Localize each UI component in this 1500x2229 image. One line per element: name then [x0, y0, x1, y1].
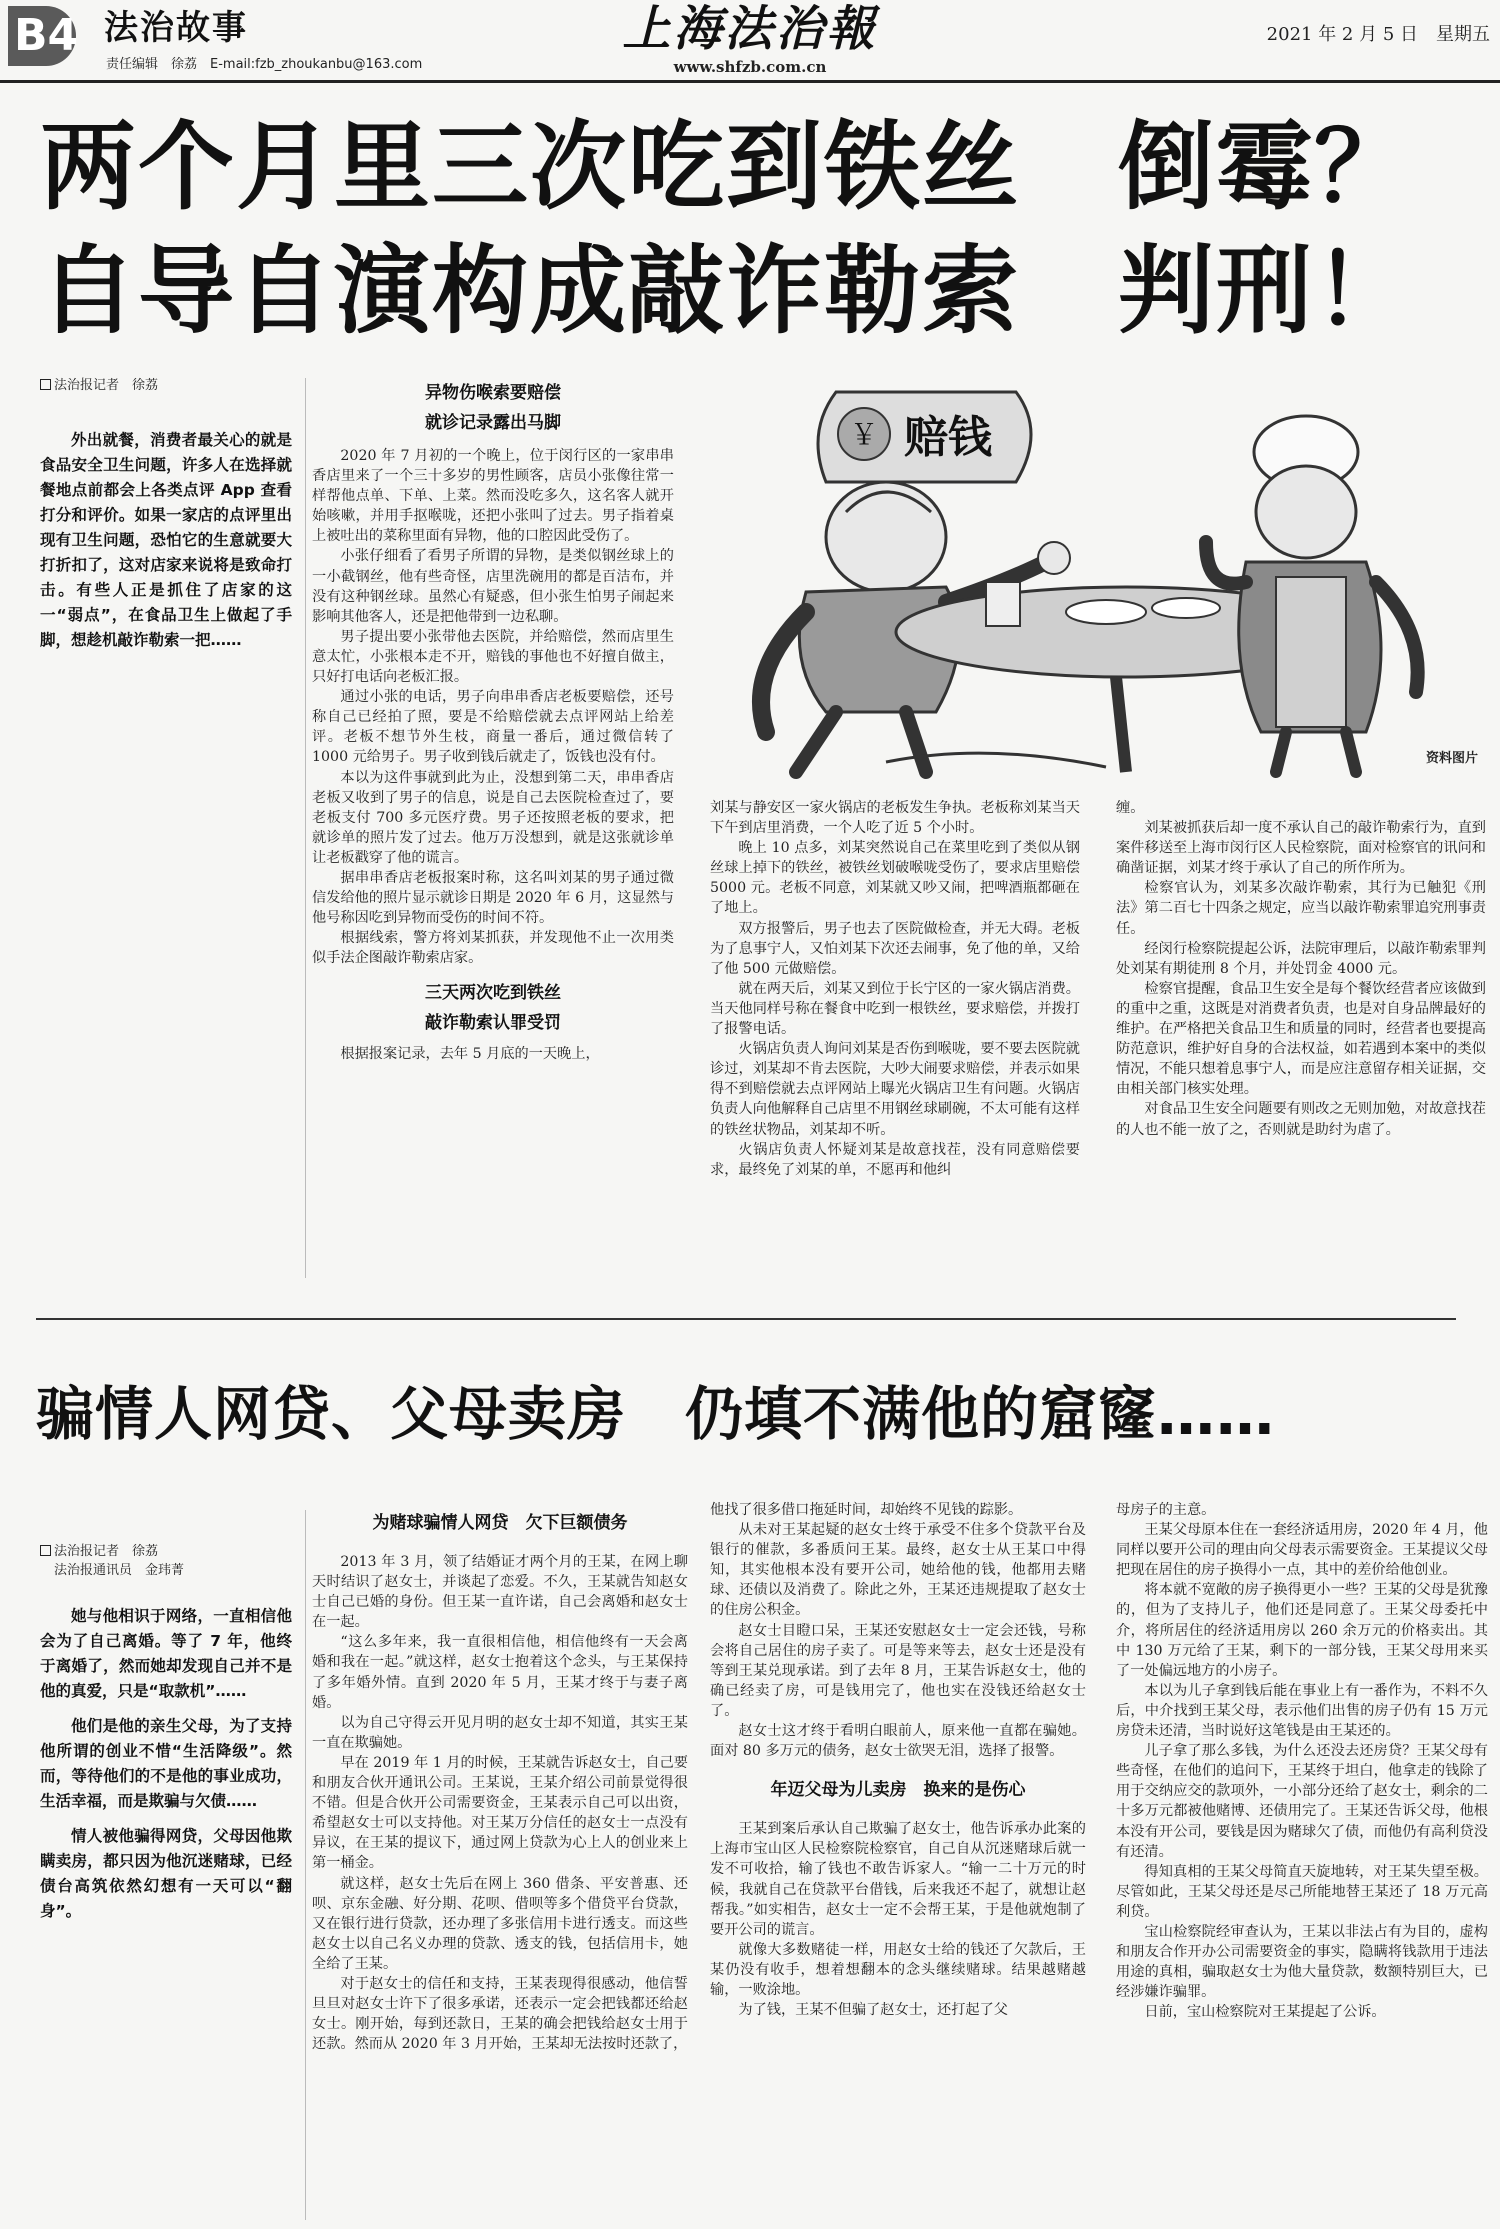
story1-col3-para: 火锅店负责人怀疑刘某是故意找茬，没有同意赔偿要求，最终免了刘某的单，不愿再和他纠 — [710, 1141, 1080, 1178]
story2-col4-para: 宝山检察院经审查认为，王某以非法占有为目的，虚构和朋友合作开办公司需要资金的事实，隐瞒将钱款用于违法用途的真相，骗取赵女士为他大量贷款，数额特别巨大，已经涉嫌诈骗罪。 — [1116, 1923, 1488, 2001]
story1-col2-para: 男子提出要小张带他去医院，并给赔偿，然而店里生意太忙，小张根本走不开，赔钱的事他也不好擅自做主，只好打电话向老板汇报。 — [312, 628, 674, 686]
story2-col3-para: 赵女士目瞪口呆，王某还安慰赵女士一定会还钱，号称会将自己居住的房子卖了。可是等来等去，赵女士还是没有等到王某兑现承诺。到了去年 8 月，王某告诉赵女士，他的确已经卖了房，可是钱用完了，他也实在没钱还给赵女士了。 — [710, 1622, 1086, 1719]
cartoon-illustration — [686, 372, 1486, 780]
story1-col4-para: 检察官认为，刘某多次敲诈勒索，其行为已触犯《刑法》第二百七十四条之规定，应当以敲诈勒索罪追究刑事责任。 — [1116, 880, 1486, 937]
story1-col2-para: 本以为这件事就到此为止，没想到第二天，串串香店老板又收到了男子的信息，说是自己去医院检查过了，要老板支付 700 多元医疗费。男子还按照老板的要求，把就诊单的照片发了过去。他万万没想到，就是这张就诊单让老板戳穿了他的谎言。 — [312, 769, 674, 866]
story1-col3-para: 火锅店负责人询问刘某是否伤到喉咙，要不要去医院就诊过，刘某却不肯去医院，大吵大闹要求赔偿，并表示如果得不到赔偿就去点评网站上曝光火锅店卫生有问题。火锅店负责人向他解释自己店里不用钢丝球刷碗，不太可能有这样的铁丝状物品，刘某却不听。 — [710, 1041, 1080, 1138]
story2-col4-para: 日前，宝山检察院对王某提起了公诉。 — [1144, 2004, 1386, 2021]
story1-col3-para: 晚上 10 点多，刘某突然说自己在菜里吃到了类似从钢丝球上掉下的铁丝，被铁丝划破喉咙受伤了，要求店里赔偿 5000 元。老板不同意，刘某就又吵又闹，把啤酒瓶都砸在了地上。 — [710, 840, 1080, 917]
story1-subhead1-line2: 就诊记录露出马脚 — [425, 413, 561, 433]
story1-col2-para: 通过小张的电话，男子向串串香店老板要赔偿，还号称自己已经拍了照，要是不给赔偿就去点评网站上给差评。老板不想节外生枝，商量一番后，通过微信转了 1000 元给男子。男子收到钱后就走了，饭钱也没有付。 — [312, 689, 674, 766]
story1-subhead1-line1: 异物伤喉索要赔偿 — [425, 383, 561, 403]
story2-byline-text1: 法治报记者 徐荔 — [54, 1544, 159, 1559]
story1-col4-para: 刘某被抓获后却一度不承认自己的敲诈勒索行为，直到案件移送至上海市闵行区人民检察院，面对检察官的讯问和确凿证据，刘某才终于承认了自己的所作所为。 — [1116, 820, 1486, 877]
story2-col4 — [1116, 1500, 1488, 2222]
story1-byline — [40, 376, 300, 395]
story1-col2-tail: 根据报案记录，去年 5 月底的一天晚上， — [340, 1046, 600, 1063]
story2-byline-line2: 法治报通讯员 金玮菁 — [54, 1563, 185, 1578]
story1-col4-para: 检察官提醒，食品卫生安全是每个餐饮经营者应该做到的重中之重，这既是对消费者负责，也是对自身品牌最好的维护。在严格把关食品卫生和质量的同时，经营者也要提高防范意识，维护好自身的合法权益，如若遇到本案中的类似情况，不能只想着息事宁人，而是应注意留存相关证据，交由相关部门核实处理。 — [1116, 980, 1486, 1098]
website: www.shfzb.com.cn — [673, 58, 827, 76]
story2-col3-para: 他找了很多借口拖延时间，却始终不见钱的踪影。 — [710, 1502, 1023, 1518]
story2-col4-para: 王某父母原本住在一套经济适用房，2020 年 4 月，他同样以要开公司的理由向父母表示需要资金。王某提议父母把现在居住的房子换得小一点，其中的差价给他创业。 — [1116, 1522, 1488, 1579]
story2-col3-para: 赵女士这才终于看明白眼前人，原来他一直都在骗她。面对 80 多万元的债务，赵女士欲哭无泪，选择了报警。 — [710, 1723, 1086, 1760]
story1-col2-para: 根据线索，警方将刘某抓获，并发现他不止一次用类似手法企图敲诈勒索店家。 — [312, 930, 674, 967]
story2-col3 — [710, 1500, 1086, 2222]
story1-col4-para: 经闵行检察院提起公诉，法院审理后，以敲诈勒索罪判处刘某有期徒刑 8 个月，并处罚金 4000 元。 — [1116, 940, 1486, 977]
story1-col2-para: 小张仔细看了看男子所谓的异物，是类似钢丝球上的一小截钢丝，他有些奇怪，店里洗碗用的都是百洁布，并没有这种钢丝球。虽然心有疑惑，但小张生怕男子闹起来影响其他客人，还是把他带到一边私聊。 — [312, 548, 674, 625]
story1-col2 — [312, 378, 674, 1283]
story2-headline: 骗情人网贷、父母卖房 仍填不满他的窟窿…… — [36, 1380, 1276, 1448]
story1-lede-text: 外出就餐，消费者最关心的就是食品安全卫生问题，许多人在选择就餐地点前都会上各类点评 App 查看打分和评价。如果一家店的点评里出现有卫生问题，恐怕它的生意就要大打折扣了，这对店家来说将是致命打击。有些人正是抓住了店家的这一“弱点”，在食品卫生上做起了手脚，想趁机敲诈勒索一把…… — [40, 431, 292, 649]
story2-col4-para: 儿子拿了那么多钱，为什么还没去还房贷？王某父母有些奇怪，在他们的追问下，王某终于坦白，他拿走的钱除了用于交纳应交的款项外，一小部分还给了赵女士，剩余的二十多万元都被他赌博、还债用完了。王某还告诉父母，他根本没有开公司，要钱是因为赌球欠了债，而他仍有高利贷没有还清。 — [1116, 1743, 1488, 1860]
story1-col3 — [710, 798, 1080, 1283]
story1-headline-line2: 自导自演构成敲诈勒索 判刑！ — [40, 235, 1412, 347]
story2-byline-line1 — [40, 1542, 300, 1561]
story2-subhead1: 为赌球骗情人网贷 欠下巨额债务 — [372, 1513, 628, 1533]
story2-subhead2: 年迈父母为儿卖房 换来的是伤心 — [770, 1780, 1026, 1801]
story-separator — [36, 1318, 1456, 1320]
story2-col2 — [312, 1504, 688, 2222]
story1-subhead2-line2: 敲诈勒索认罪受罚 — [425, 1013, 561, 1034]
story2-col2-para: 以为自己守得云开见月明的赵女士却不知道，其实王某一直在欺骗她。 — [312, 1714, 688, 1751]
story2-col3-para: 为了钱，王某不但骗了赵女士，还打起了父 — [738, 2002, 1008, 2019]
story1-col4-para: 对食品卫生安全问题要有则改之无则加勉，对故意找茬的人也不能一放了之，否则就是助纣为虐了。 — [1116, 1101, 1486, 1138]
page-number: B4 — [14, 10, 79, 61]
story2-col4-para: 得知真相的王某父母简直天旋地转，对王某失望至极。尽管如此，王某父母还是尽己所能地替王某还了 18 万元高利贷。 — [1116, 1863, 1488, 1920]
story1-col3-para: 刘某与静安区一家火锅店的老板发生争执。老板称刘某当天下午到店里消费，一个人吃了近 5 个小时。 — [710, 800, 1080, 837]
story1-col2-para: 据串串香店老板报案时称，这名叫刘某的男子通过微信发给他的照片显示就诊日期是 2020 年 6 月，这显然与他号称因吃到异物而受伤的时间不符。 — [312, 869, 674, 927]
cartoon-yen-tag: ￥ — [849, 418, 879, 451]
story1-subhead2-line1: 三天两次吃到铁丝 — [425, 983, 561, 1004]
story1-col4 — [1116, 798, 1486, 1283]
story2-col2-para: 2013 年 3 月，领了结婚证才两个月的王某，在网上聊天时结识了赵女士，并谈起了恋爱。不久，王某就告知赵女士自己已婚的身份。但王某一直许诺，自己会离婚和赵女士在一起。 — [312, 1554, 688, 1631]
issue-date: 2021 年 2 月 5 日 星期五 — [1266, 24, 1490, 45]
section-title: 法治故事 — [104, 8, 248, 48]
cartoon-sign-text: 赔钱 — [904, 412, 992, 463]
story2-lede — [40, 1604, 292, 2084]
editor-line: 责任编辑 徐荔 E-mail:fzb_zhoukanbu@163.com — [106, 57, 423, 72]
story2-col2-para: 就这样，赵女士先后在网上 360 借条、平安普惠、还呗、京东金融、好分期、花呗、借呗等多个借贷平台贷款，又在银行进行贷款，还办理了多张信用卡进行透支。而这些赵女士以自己名义办理的贷款、透支的钱，包括信用卡，她全给了王某。 — [312, 1875, 688, 1972]
story2-lede-para: 她与他相识于网络，一直相信他会为了自己离婚。等了 7 年，他终于离婚了，然而她却发现自己并不是他的真爱，只是“取款机”…… — [40, 1607, 292, 1700]
header-rule — [0, 80, 1500, 83]
story1-cartoon — [686, 372, 1486, 780]
story2-lede-para: 他们是他的亲生父母，为了支持他所谓的创业不惜“生活降级”。然而，等待他们的不是他的事业成功，生活幸福，而是欺骗与欠债…… — [40, 1717, 292, 1810]
story1-col3-para: 就在两天后，刘某又到位于长宁区的一家火锅店消费。当天他同样号称在餐食中吃到一根铁丝，要求赔偿，并拨打了报警电话。 — [710, 980, 1080, 1038]
column-divider — [305, 378, 306, 1278]
story2-col2-para: 对于赵女士的信任和支持，王某表现得很感动，他信誓旦旦对赵女士许下了很多承诺，还表示一定会把钱都还给赵女士。刚开始，每到还款日，王某的确会把钱给赵女士用于还款。然而从 2020 年 3 月开始，王某却无法按时还款了， — [312, 1975, 688, 2053]
story2-col3-para: 王某到案后承认自己欺骗了赵女士，他告诉承办此案的上海市宝山区人民检察院检察官，自己自从沉迷赌球后就一发不可收拾，输了钱也不敢告诉家人。“输一二十万元的时候，我就自己在贷款平台借钱，后来我还不起了，就想让赵帮我。”如实相告，赵女士一定不会帮王某，于是他就炮制了要开公司的谎言。 — [710, 1821, 1086, 1938]
story2-lede-para: 情人被他骗得网贷，父母因他欺瞒卖房，都只因为他沉迷赌球，已经债台高筑依然幻想有一天可以“翻身”。 — [40, 1827, 292, 1920]
story1-col3-para: 双方报警后，男子也去了医院做检查，并无大碍。老板为了息事宁人，又怕刘某下次还去闹事，免了他的单，又给了他 500 元做赔偿。 — [710, 920, 1080, 977]
story2-col2-para: 早在 2019 年 1 月的时候，王某就告诉赵女士，自己要和朋友合伙开通讯公司。王某说，王某介绍公司前景觉得很不错。但是合伙开公司需要资金，王某表示自己可以出资，希望赵女士可以支持他。对王某万分信任的赵女士一点没有异议，在王某的提议下，通过网上贷款为心上人的创业来上第一桶金。 — [312, 1754, 688, 1872]
story1-lede — [40, 428, 292, 758]
story1-col4-para: 缠。 — [1116, 800, 1145, 816]
newspaper-logo: 上海法治報 — [622, 1, 878, 57]
story2-col3-para: 从未对王某起疑的赵女士终于承受不住多个贷款平台及银行的催款，多番质问王某。最终，赵女士从王某口中得知，其实他根本没有要开公司，她给他的钱，他都用去赌球、还债以及消费了。除此之外，王某还违规提取了赵女士的住房公积金。 — [710, 1522, 1086, 1619]
story2-col2-para: “这么多年来，我一直很相信他，相信他终有一天会离婚和我在一起。”就这样，赵女士抱着这个念头，与王某保持了多年婚外情。直到 2020 年 5 月，王某才终于与妻子离婚。 — [312, 1634, 688, 1711]
story1-byline-text: 法治报记者 徐荔 — [54, 378, 159, 393]
story2-col4-para: 将本就不宽敞的房子换得更小一些？王某的父母是犹豫的，但为了支持儿子，他们还是同意了。王某父母委托中介，将所居住的经济适用房以 260 余万元的价格卖出。其中 130 万元给了王某，剩下的一部分钱，王某父母用来买了一处偏远地方的小房子。 — [1116, 1582, 1488, 1679]
page-header — [0, 0, 1500, 82]
image-caption: 资料图片 — [1425, 751, 1478, 766]
story2-col4-para: 母房子的主意。 — [1116, 1502, 1216, 1518]
story2-col3-para: 就像大多数赌徒一样，用赵女士给的钱还了欠款后，王某仍没有收手，想着想翻本的念头继续赌球。结果越赌越输，一败涂地。 — [710, 1941, 1086, 1998]
story2-byline — [40, 1542, 300, 1580]
story1-col2-para: 2020 年 7 月初的一个晚上，位于闵行区的一家串串香店里来了一个三十多岁的男性顾客，店员小张像往常一样帮他点单、下单、上菜。然而没吃多久，这名客人就开始咳嗽，并用手抠喉咙，还把小张叫了过去。男子指着桌上被吐出的菜称里面有异物，他的口腔因此受伤了。 — [312, 448, 674, 545]
story1-headline-line1: 两个月里三次吃到铁丝 倒霉？ — [40, 111, 1412, 223]
story2-col4-para: 本以为儿子拿到钱后能在事业上有一番作为，不料不久后，中介找到王某父母，表示他们出售的房子仍有 15 万元房贷未还清，当时说好这笔钱是由王某还的。 — [1116, 1682, 1488, 1740]
column-divider — [305, 1510, 306, 2220]
